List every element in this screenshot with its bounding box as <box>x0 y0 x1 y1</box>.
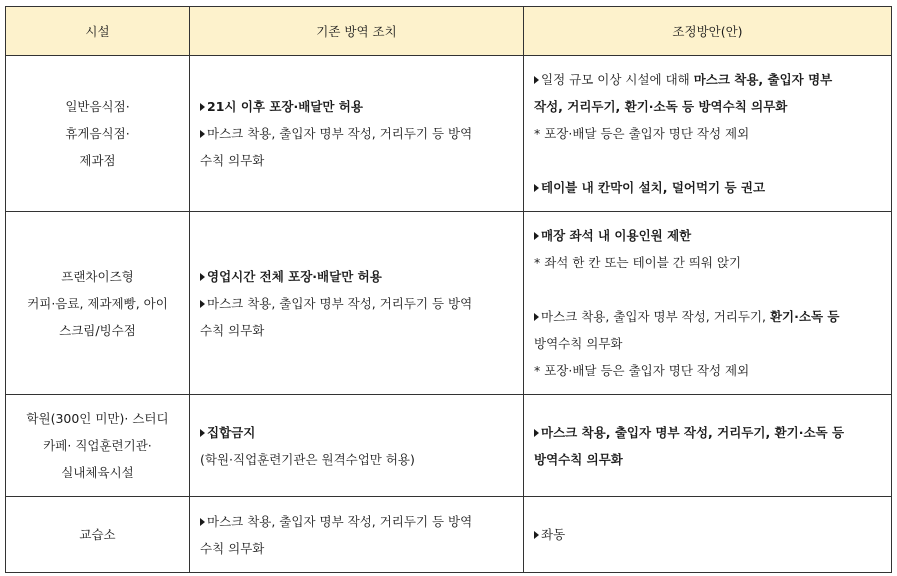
triangle-bullet-icon <box>534 76 539 84</box>
facility-cell <box>6 395 190 497</box>
measure-line <box>200 263 513 290</box>
triangle-bullet-icon <box>200 429 205 437</box>
header-row <box>6 7 892 56</box>
table-row <box>6 56 892 212</box>
facility-cell <box>6 56 190 212</box>
measure-line <box>200 535 513 562</box>
triangle-bullet-icon <box>534 313 539 321</box>
facility-name-line: 스크림/빙수점 <box>59 322 136 338</box>
table-row <box>6 395 892 497</box>
measure-line <box>200 93 513 120</box>
existing-measures-cell <box>190 395 524 497</box>
policy-table <box>5 6 892 573</box>
measure-text: 마스크 착용, 출입자 명부 작성, 거리두기 등 방역 <box>207 295 473 311</box>
measure-line <box>200 147 513 174</box>
proposed-measures-cell <box>524 497 892 573</box>
measure-line <box>534 303 881 330</box>
measure-text: (학원·직업훈련기관은 원격수업만 허용) <box>200 451 415 467</box>
measure-line <box>534 222 881 249</box>
facility-name-line: 커피·음료, 제과제빵, 아이 <box>27 295 168 311</box>
measure-line <box>200 508 513 535</box>
existing-measures-cell <box>190 56 524 212</box>
measure-text: 집합금지 <box>207 424 256 440</box>
triangle-bullet-icon <box>200 273 205 281</box>
facility-name-line: 일반음식점· <box>65 99 130 114</box>
proposed-measures-cell <box>524 212 892 395</box>
header-existing-measures: 기존 방역 조치 <box>190 7 524 56</box>
facility-name-line: 교습소 <box>79 527 116 542</box>
measure-text: 작성, 거리두기, 환기·소독 등 방역수칙 의무화 <box>534 99 788 114</box>
measure-text: 마스크 착용, 출입자 명부 작성, 거리두기 등 방역 <box>207 126 473 141</box>
table-row <box>6 212 892 395</box>
measure-text: 마스크 착용, 출입자 명부 <box>693 72 833 87</box>
triangle-bullet-icon <box>200 130 205 138</box>
measure-text: 일정 규모 이상 시설에 대해 <box>541 72 694 87</box>
measure-text: 좌동 <box>541 527 566 542</box>
proposed-measures-cell <box>524 395 892 497</box>
measure-text: 마스크 착용, 출입자 명부 작성, 거리두기 등 방역 <box>207 513 473 529</box>
measure-text: 수칙 의무화 <box>200 153 265 168</box>
measure-line <box>534 120 881 147</box>
measure-line <box>534 249 881 276</box>
measure-line <box>534 174 881 201</box>
measure-text: 수칙 의무화 <box>200 322 265 338</box>
measure-text: 21시 이후 포장·배달만 허용 <box>207 99 363 114</box>
measure-line <box>534 419 881 446</box>
existing-measures-cell <box>190 212 524 395</box>
measure-text: * 포장·배달 등은 출입자 명단 작성 제외 <box>534 126 750 141</box>
measure-text: 테이블 내 칸막이 설치, 덜어먹기 등 권고 <box>541 180 766 195</box>
triangle-bullet-icon <box>200 518 205 526</box>
measure-line <box>534 357 881 384</box>
proposed-measures-cell <box>524 56 892 212</box>
triangle-bullet-icon <box>534 429 539 437</box>
measure-line <box>200 419 513 446</box>
triangle-bullet-icon <box>534 531 539 539</box>
facility-name-line: 제과점 <box>79 153 116 168</box>
measure-line <box>200 446 513 473</box>
measure-line <box>534 66 881 93</box>
measure-text: * 좌석 한 칸 또는 테이블 간 띄워 앉기 <box>534 255 742 270</box>
measure-line <box>200 120 513 147</box>
facility-name-line: 휴게음식점· <box>65 126 130 141</box>
triangle-bullet-icon <box>534 184 539 192</box>
measure-line <box>534 521 881 548</box>
measure-text: 마스크 착용, 출입자 명부 작성, 거리두기, <box>541 309 770 324</box>
facility-cell <box>6 497 190 573</box>
facility-name-line: 학원(300인 미만)· 스터디 <box>26 411 169 426</box>
facility-name-line: 카페· 직업훈련기관· <box>43 438 152 453</box>
spacer <box>534 147 881 174</box>
facility-name-line: 실내체육시설 <box>61 465 134 480</box>
measure-text: 방역수칙 의무화 <box>534 336 623 351</box>
measure-text: 방역수칙 의무화 <box>534 451 623 467</box>
table-row <box>6 497 892 573</box>
measure-text: 수칙 의무화 <box>200 540 265 556</box>
spacer <box>534 276 881 303</box>
measure-line <box>534 446 881 473</box>
existing-measures-cell <box>190 497 524 573</box>
facility-cell <box>6 212 190 395</box>
triangle-bullet-icon <box>200 103 205 111</box>
facility-name-line: 프랜차이즈형 <box>61 268 134 284</box>
measure-line <box>534 330 881 357</box>
header-facility: 시설 <box>6 7 190 56</box>
triangle-bullet-icon <box>200 300 205 308</box>
measure-text: 환기·소독 등 <box>769 309 840 324</box>
header-proposed-adjustment: 조정방안(안) <box>524 7 892 56</box>
measure-text: * 포장·배달 등은 출입자 명단 작성 제외 <box>534 363 750 378</box>
measure-text: 영업시간 전체 포장·배달만 허용 <box>207 268 382 284</box>
measure-line <box>534 93 881 120</box>
measure-line <box>200 317 513 344</box>
triangle-bullet-icon <box>534 232 539 240</box>
measure-text: 마스크 착용, 출입자 명부 작성, 거리두기, 환기·소독 등 <box>541 424 845 440</box>
measure-text: 매장 좌석 내 이용인원 제한 <box>541 228 692 243</box>
measure-line <box>200 290 513 317</box>
